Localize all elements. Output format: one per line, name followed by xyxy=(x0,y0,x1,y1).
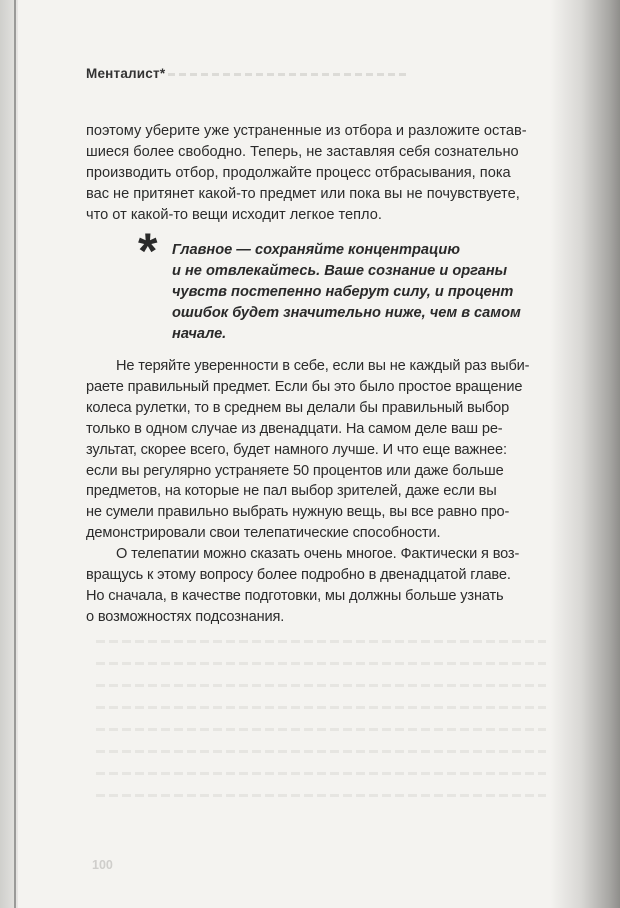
bleed-through-line xyxy=(96,794,546,797)
bleed-through-header xyxy=(168,73,408,76)
text-line: шиеся более свободно. Теперь, не заставляя себя сознательно xyxy=(86,143,519,160)
text-line: Не теряйте уверенности в себе, если вы не каждый раз выби- xyxy=(116,358,530,374)
bleed-through-line xyxy=(96,684,546,687)
text-line: О телепатии можно сказать очень многое. Фактически я воз- xyxy=(116,546,520,562)
text-line: демонстрировали свои телепатические способности. xyxy=(86,525,441,542)
bleed-through-line xyxy=(96,640,546,643)
page-gutter-shadow xyxy=(550,0,620,908)
callout-line: начале. xyxy=(172,325,227,342)
text-line: что от какой-то вещи исходит легкое тепло. xyxy=(86,206,382,223)
paragraph-1 xyxy=(86,121,556,226)
text-line: предметов, на которые не пал выбор зрителей, даже если вы xyxy=(86,483,497,500)
text-line: не сумели правильно выбрать нужную вещь, вы все равно про- xyxy=(86,504,510,521)
paragraph-3 xyxy=(86,544,556,628)
callout-line: чувств постепенно наберут силу, и процент xyxy=(172,283,514,300)
scan-edge-line xyxy=(14,0,16,908)
text-line: раете правильный предмет. Если бы это было простое вращение xyxy=(86,378,523,395)
text-line: производить отбор, продолжайте процесс отбрасывания, пока xyxy=(86,164,511,181)
paragraph-2 xyxy=(86,356,556,544)
callout-line: и не отвлекайтесь. Ваше сознание и органы xyxy=(172,262,508,279)
asterisk-icon: * xyxy=(138,223,158,279)
text-line: о возможностях подсознания. xyxy=(86,608,285,625)
running-head: Менталист* xyxy=(86,66,166,81)
callout-note xyxy=(172,240,552,345)
text-line: только в одном случае из двенадцати. На самом деле ваш ре- xyxy=(86,420,503,437)
text-line: зультат, скорее всего, будет намного лучше. И что еще важнее: xyxy=(86,441,507,458)
bleed-through-line xyxy=(96,706,546,709)
text-line: поэтому уберите уже устраненные из отбора и разложите остав- xyxy=(86,123,527,139)
text-line: вращусь к этому вопросу более подробно в двенадцатой главе. xyxy=(86,566,511,583)
callout-line: Главное — сохраняйте концентрацию xyxy=(172,242,460,258)
bleed-through-line xyxy=(96,662,546,665)
bleed-through-line xyxy=(96,728,546,731)
text-line: колеса рулетки, то в среднем вы делали бы правильный выбор xyxy=(86,399,510,416)
bleed-through-line xyxy=(96,772,546,775)
bleed-through-line xyxy=(96,750,546,753)
text-line: Но сначала, в качестве подготовки, мы должны больше узнать xyxy=(86,587,504,604)
callout-line: ошибок будет значительно ниже, чем в самом xyxy=(172,304,521,321)
text-line: вас не притянет какой-то предмет или пока вы не почувствуете, xyxy=(86,185,520,202)
text-line: если вы регулярно устраняете 50 процентов или даже больше xyxy=(86,462,504,479)
page-number: 100 xyxy=(92,858,113,872)
